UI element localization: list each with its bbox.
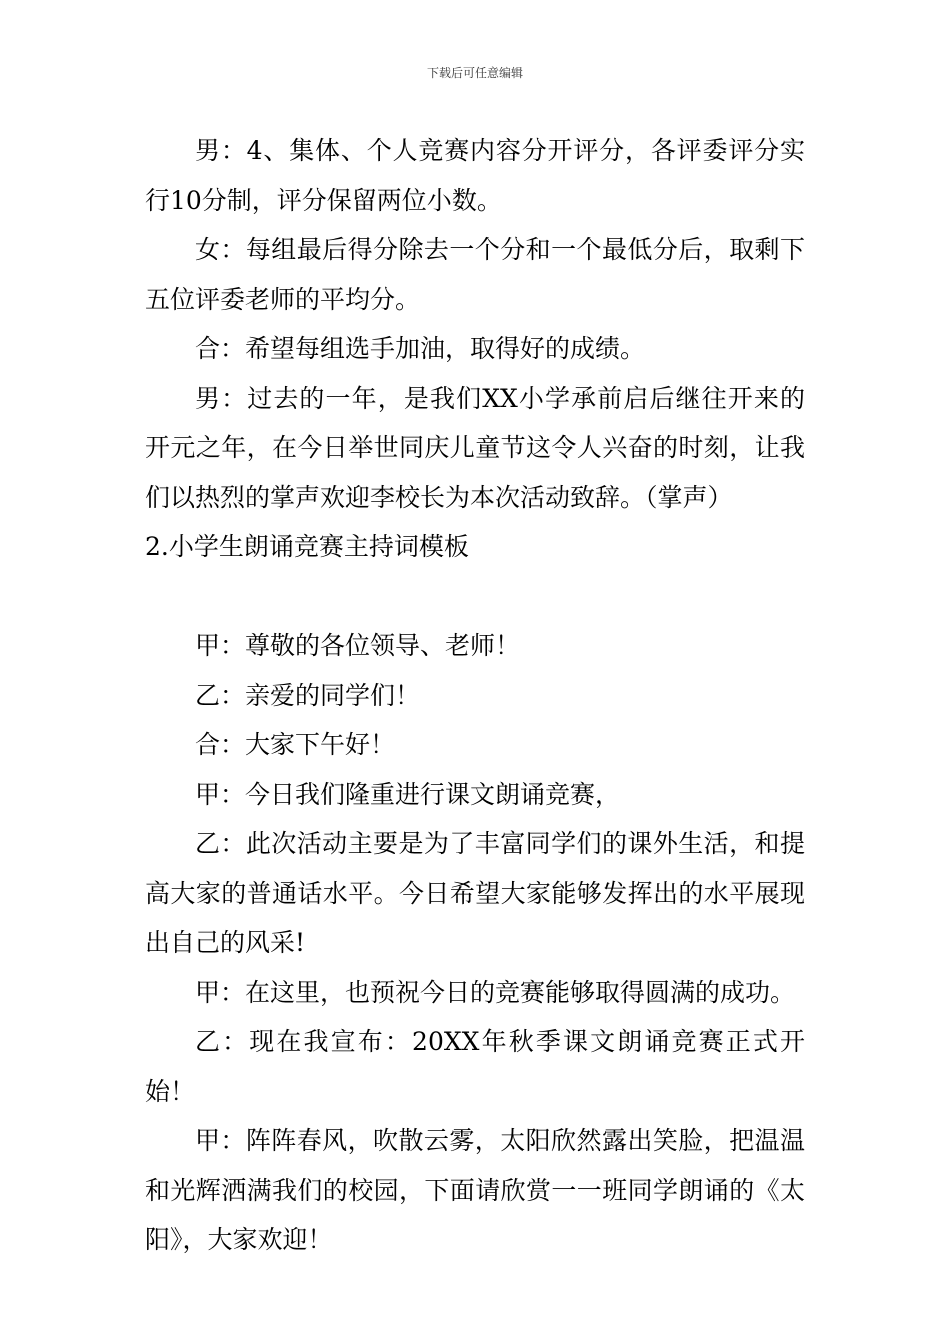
paragraph: 男：过去的一年，是我们XX小学承前启后继往开来的开元之年，在今日举世同庆儿童节这令人兴奋的时刻，让我们以热烈的掌声欢迎李校长为本次活动致辞。（掌声） [145, 383, 805, 512]
document-body [145, 126, 805, 1265]
paragraph: 男：4、集体、个人竞赛内容分开评分，各评委评分实行10分制，评分保留两位小数。 [145, 136, 805, 215]
paragraph: 乙：此次活动主要是为了丰富同学们的课外生活，和提高大家的普通话水平。今日希望大家能够发挥出的水平展现出自己的风采! [145, 829, 805, 957]
paragraph: 甲：尊敬的各位领导、老师！ [195, 631, 521, 660]
paragraph: 女：每组最后得分除去一个分和一个最低分后，取剩下五位评委老师的平均分。 [145, 235, 805, 314]
paragraph: 合：大家下午好！ [195, 730, 396, 759]
paragraph: 甲：阵阵春风，吹散云雾，太阳欣然露出笑脸，把温温和光辉洒满我们的校园，下面请欣赏一一班同学朗诵的《太阳》，大家欢迎！ [145, 1126, 805, 1254]
page-header: 下载后可任意编辑 [426, 66, 523, 80]
blank-line [145, 572, 805, 622]
paragraph: 合：希望每组选手加油，取得好的成绩。 [195, 334, 646, 363]
paragraph: 甲：在这里，也预祝今日的竞赛能够取得圆满的成功。 [195, 977, 796, 1007]
paragraph: 甲：今日我们隆重进行课文朗诵竞赛， [195, 779, 621, 809]
paragraph: 乙：亲爱的同学们！ [195, 680, 421, 710]
section-heading: 2.小学生朗诵竞赛主持词模板 [145, 532, 469, 561]
paragraph: 乙：现在我宣布：20XX年秋季课文朗诵竞赛正式开始！ [145, 1027, 805, 1106]
